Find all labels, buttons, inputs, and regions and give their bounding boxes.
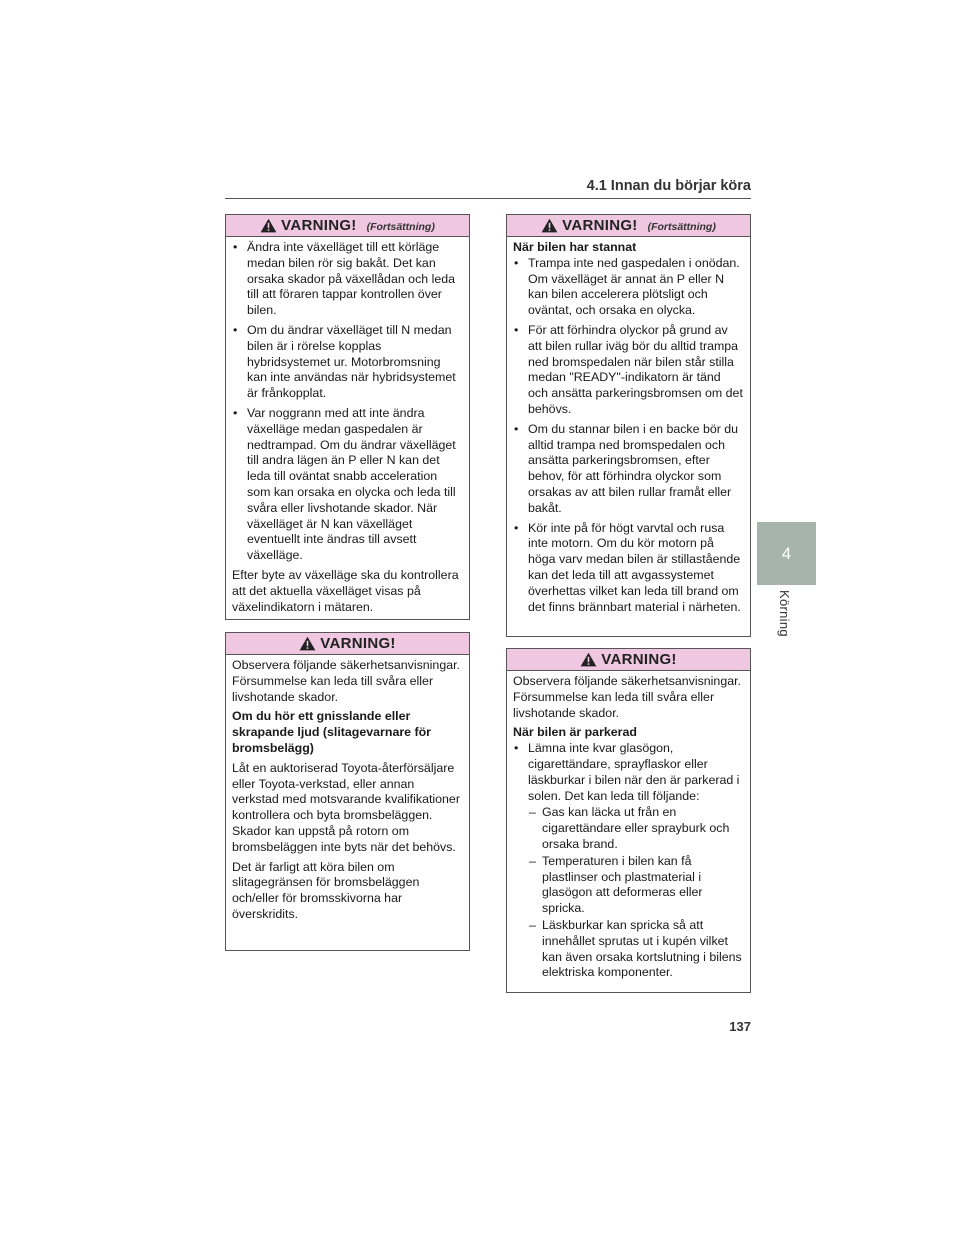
warning-header (226, 633, 469, 655)
dash-item: – Temperaturen i bilen kan få plastlinser och plastmaterial i glasögon att deformeras eller spricka. (528, 854, 744, 917)
list-item: • Var noggrann med att inte ändra växelläge medan gaspedalen är nedtrampad. Om du ändrar växelläget till andra lägen än P eller N kan det leda till oväntat snabb acceleration som kan orsaka en olycka och leda till svåra eller livshotande skador. När växelläget är N kan växelläget eventuellt inte ändras till avsett växelläge. (232, 406, 463, 564)
list-item: • Ändra inte växelläget till ett körläge medan bilen rör sig bakåt. Det kan orsaka skador på växellådan och leda till att föraren tappar kontrollen över bilen. (232, 240, 463, 319)
header-divider (225, 198, 751, 199)
warning-box-parked (506, 648, 751, 993)
subheading: När bilen är parkerad (513, 725, 637, 740)
bullet-list (513, 741, 744, 981)
warning-subtitle: (Fortsättning) (647, 221, 716, 233)
warning-triangle-icon (580, 652, 597, 667)
list-item: • Om du stannar bilen i en backe bör du alltid trampa ned bromspedalen och ansätta parkeringsbromsen, efter behov, för att förhindra olyckor som orsakas av att bilen rullar framåt eller bakåt. (513, 422, 744, 517)
warning-triangle-icon (260, 218, 277, 233)
bullet-list (232, 240, 463, 564)
dash-item: – Läskburkar kan spricka så att innehållet sprutas ut i kupén vilket kan även orsaka kortslutning i bilens elektriska komponenter. (528, 918, 744, 981)
warning-box-continued-left (225, 214, 470, 620)
subheading: Om du hör ett gnisslande eller skrapande ljud (slitagevarnare för bromsbelägg) (232, 709, 432, 755)
list-item: • Om du ändrar växelläget till N medan bilen är i rörelse kopplas hybridsystemet ur. Motorbromsning kan inte användas när hybridsystemet är frånkopplat. (232, 323, 463, 402)
list-item: • För att förhindra olyckor på grund av att bilen rullar iväg bör du alltid trampa ned bromspedalen när bilen står stilla medan "READY"-indikatorn är tänd och ansätta parkeringsbromsen om det behövs. (513, 323, 744, 418)
paragraph: Låt en auktoriserad Toyota-återförsäljare eller Toyota-verkstad, eller annan verkstad med motsvarande kvalifikationer kontrollera och byta bromsbeläggen. Skador kan uppstå på rotorn om bromsbeläggen inte byts när det behövs. (232, 760, 460, 854)
intro-paragraph: Observera följande säkerhetsanvisningar. Försummelse kan leda till svåra eller livshotande skador. (513, 674, 741, 720)
list-item: • Trampa inte ned gaspedalen i onödan. Om växelläget är annat än P eller N kan bilen accelerera plötsligt och oväntat, och orsaka en olycka. (513, 256, 744, 319)
section-header: 4.1 Innan du börjar köra (586, 178, 751, 194)
warning-header (507, 215, 750, 237)
warning-triangle-icon (299, 636, 316, 651)
warning-title: VARNING! (320, 635, 396, 652)
warning-title: VARNING! (601, 651, 677, 668)
warning-box-brake-pads (225, 632, 470, 951)
warning-body (507, 671, 750, 989)
warning-body (226, 237, 469, 623)
warning-title: VARNING! (281, 217, 357, 234)
warning-header (507, 649, 750, 671)
intro-paragraph: Observera följande säkerhetsanvisningar. Försummelse kan leda till svåra eller livshotande skador. (232, 658, 460, 704)
warning-body (507, 237, 750, 623)
dash-item: – Gas kan läcka ut från en cigarettändare eller sprayburk och orsaka brand. (528, 805, 744, 852)
list-item: • Kör inte på för högt varvtal och rusa inte motorn. Om du kör motorn på höga varv medan bilen är stillastående kan det leda till att avgassystemet överhettas vilket kan leda till brand om det finns brännbart material i närheten. (513, 521, 744, 616)
subheading: När bilen har stannat (513, 240, 637, 254)
dash-list (528, 805, 744, 981)
warning-body (226, 655, 469, 931)
warning-header (226, 215, 469, 237)
closing-paragraph: Efter byte av växelläge ska du kontrollera att det aktuella växelläget visas på växelindikatorn i mätaren. (232, 567, 459, 614)
list-item (513, 741, 744, 981)
warning-title: VARNING! (562, 217, 638, 234)
paragraph: Det är farligt att köra bilen om slitagegränsen för bromsbeläggen och/eller för bromsskivorna har överskridits. (232, 859, 420, 921)
chapter-label: Körning (777, 590, 792, 637)
bullet-list (513, 256, 744, 616)
list-item-text: Lämna inte kvar glasögon, cigarettändare, sprayflaskor eller läskburkar i bilen när den är parkerad i solen. Det kan leda till följande: (528, 741, 740, 803)
page-number: 137 (729, 1019, 751, 1034)
chapter-number: 4 (781, 543, 792, 563)
warning-subtitle: (Fortsättning) (366, 221, 435, 233)
warning-triangle-icon (541, 218, 558, 233)
chapter-tab (757, 522, 816, 585)
warning-box-continued-right (506, 214, 751, 637)
